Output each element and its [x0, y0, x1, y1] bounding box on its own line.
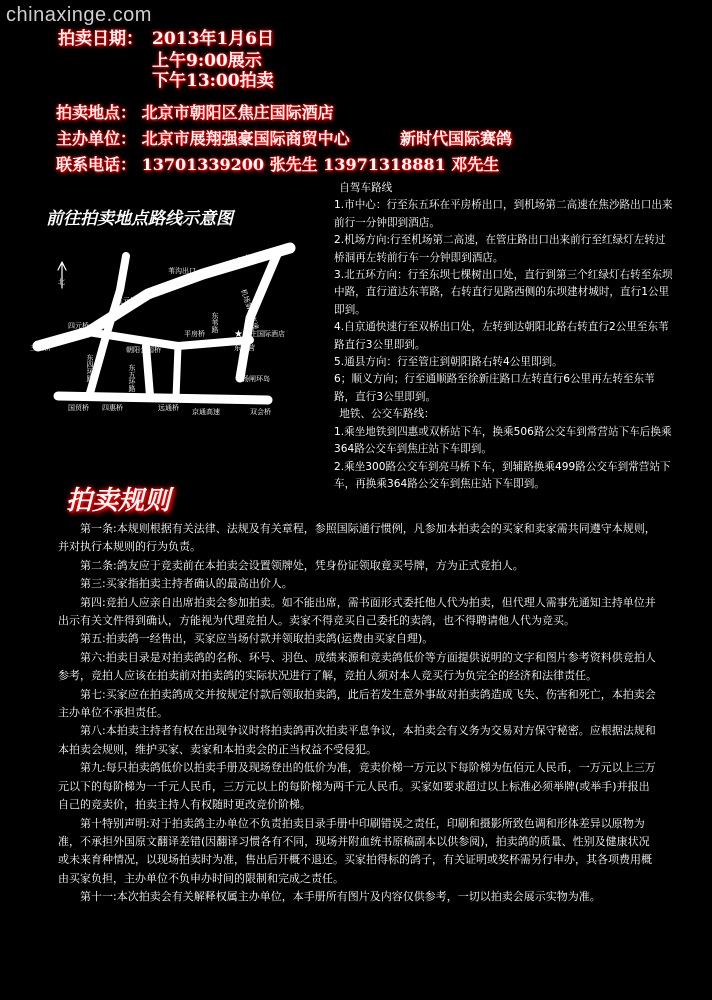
- rule-item: 第十一:本次拍卖会有关解释权属主办单位，本手册所有图片及内容仅供参考，一切以拍卖会展示实物为准。: [80, 890, 601, 904]
- co-organizer: 新时代国际赛鸽: [400, 129, 513, 148]
- rule-item: 第五:拍卖鸽一经售出，买家应当场付款并领取拍卖鸽(运费由买家自理)。: [80, 632, 434, 646]
- map-label-dongsihuan: 东四环路: [86, 354, 94, 382]
- map-label-sanyuanqiao: 三元桥: [30, 344, 51, 352]
- airport-second-expressway-road: [240, 252, 278, 378]
- rule-item: 第二条:鸽友应于竞卖前在本拍卖会设置领牌处，凭身份证领取竟买号牌，方为正式竞拍人。: [80, 558, 524, 572]
- map-label-wuyuanqiao: 五元桥: [116, 297, 137, 305]
- route-item: 3.北五环方向：行至东坝七棵树出口处，直行到第三个红绿灯右转至东坝中路，直行道达东苇路，右转直行见路西侧的东坝建材城时，直行1公里即到。: [334, 269, 673, 316]
- auction-date-label: 拍卖日期：: [58, 29, 143, 49]
- rule-item: 第四:竞拍人应亲自出席拍卖会参加拍卖。如不能出席，需书面形式委托他人代为拍卖，但代理人需事先通知主持单位并出示有关文件得到确认，方能视为代理竞拍人。卖家不得竞买自己委托的卖鸽，也不得聘请他人代为竞买。: [58, 595, 656, 628]
- map-label-shuanghuiqiao: 双会桥: [250, 408, 271, 416]
- organizer-line: 主办单位： 北京市展翔强豪国际商贸中心: [56, 129, 350, 148]
- map-label-weigou: 苇沟出口: [168, 267, 196, 275]
- pingfang-road: [88, 332, 250, 346]
- east-ring-connector-road: [176, 346, 178, 398]
- map-label-pingfangqiao: 平房桥: [184, 330, 205, 338]
- rule-item: 第九:每只拍卖鸽低价以拍卖手册及现场登出的低价为准，竞卖价梯一万元以下每阶梯为伍佰元人民币，一万元以上三万元以下的每阶梯为一千元人民币，三万元以上的每阶梯为两千元人民币。买家如要求超过以上标准必须举牌(或举手)并报出自己的竞卖价，拍卖主持人有权随时更改竞价阶梯。: [58, 761, 656, 812]
- rule-item: 第七:买家应在拍卖鸽成交并按规定付款后领取拍卖鸽，此后若发生意外事故对拍卖鸽造成飞失、伤害和死亡，本拍卖会主办单位不承担责任。: [58, 687, 656, 720]
- rule-item: 第十特别声明:对于拍卖鸽主办单位不负责拍卖目录手册中印刷错误之责任，印刷和摄影所致色调和形体差异以原物为准，不承担外国原文翻译差错(因翻译习惯各有不同，现场并附血统书原稿副本以供参阅)，拍卖鸽的质量、性别及健康状况或未来育种情况，以现场拍卖时为准，售出后开概不退还。买家拍得标的鸽子，有关证明或奖杯需另行申办，其各项费用概由买家负担，主办单位不负申办时间的限制和完成之责任。: [58, 816, 652, 885]
- route-item: 4.自京通快速行至双桥出口处，左转到达朝阳北路右转直行2公里至东苇路直行3公里即到。: [334, 321, 669, 351]
- route-map: [28, 228, 318, 428]
- map-label-jingtong-gaosu: 京通高速: [192, 408, 220, 416]
- rules-title: 拍卖规则: [66, 486, 171, 516]
- route-item: 地铁、公交车路线：: [339, 408, 435, 421]
- map-label-dongwuhuan: 东五环路: [128, 364, 136, 392]
- map-label-dongweilu: 东苇路: [211, 312, 219, 333]
- auction-rules: [58, 520, 658, 907]
- route-item: 1.乘坐地铁到四惠或双桥站下车，换乘506路公交车到常营站下车后换乘364路公交车到焦庄站下车即到。: [334, 425, 672, 456]
- route-item: 2.乘坐300路公交车到亮马桥下车，到辅路换乘499路公交车到常营站下车，再换乘364路公交车到焦庄站下车即到。: [334, 460, 671, 490]
- map-north-label: 北: [58, 278, 65, 286]
- route-item: 6；顺义方向；行至通顺路至徐新庄路口左转直行6公里再左转至东苇路，直行3公里即到。: [334, 373, 655, 403]
- rule-item: 第六:拍卖目录是对拍卖鸽的名称、环号、羽色、成绩来源和竞卖鸽低价等方面提供说明的文字和图片参考资料供竞拍人参考，竞拍人应该在拍卖前对拍卖鸽的实际状况进行了解，竞拍人须对本人竞买行为负完全的经济和法律责任。: [58, 650, 656, 683]
- map-label-dongxiaoying: 东晓营: [234, 344, 255, 352]
- map-title: 前往拍卖地点路线示意图: [46, 209, 233, 229]
- route-item: 1.市中心：行至东五环在平房桥出口，到机场第二高速在焦沙路出口出来前行一分钟即到酒店。: [334, 199, 673, 229]
- phone-line: 联系电话： 13701339200 张先生 13971318881 邓先生: [56, 155, 500, 174]
- rule-item: 第八:本拍卖主持者有权在出现争议时将拍卖鸽再次拍卖平息争议，本拍卖会有义务为交易对方保守秘密。应根据法规和本拍卖会规则，维护买家、卖家和本拍卖会的正当权益不受侵犯。: [58, 724, 656, 756]
- hotel-star-icon: ★: [234, 329, 243, 340]
- route-item: 2.机场方向:行至机场第二高速，在管庄路出口出来前行至红绿灯左转过桥洞再左转前行车一分钟即到酒店。: [334, 234, 666, 264]
- map-label-hotel: 焦庄国际酒店: [243, 330, 285, 338]
- preview-time: 上午9:00展示: [152, 51, 262, 71]
- rule-item: 第三:买家指拍卖主持者确认的最高出价人。: [80, 577, 293, 591]
- route-directions: [334, 180, 674, 493]
- map-label-yangzhaqiao: 杨闸环岛: [242, 375, 270, 383]
- map-label-sihuiqiao: 四惠桥: [102, 404, 123, 412]
- rule-item: 第一条:本规则根据有关法律、法规及有关章程，参照国际通行惯例，凡参加本拍卖会的买家和卖家需共同遵守本规则，并对执行本规则的行为负责。: [58, 522, 656, 554]
- auction-date: 2013年1月6日: [152, 29, 274, 49]
- map-label-chaoyanggongyuan: 朝阳公园桥: [126, 346, 161, 354]
- map-label-yuantongqiao: 远通桥: [158, 404, 179, 412]
- auction-time: 下午13:00拍卖: [152, 71, 274, 91]
- jingtong-expressway-road: [58, 396, 268, 400]
- map-label-siyuanqiao: 四元桥: [68, 322, 89, 330]
- watermark: chinaxinge.com: [6, 4, 152, 26]
- route-item: 5.通县方向：行至管庄到朝阳路右转4公里即到。: [334, 356, 563, 369]
- route-item: 自驾车路线: [339, 182, 393, 194]
- venue-line: 拍卖地点： 北京市朝阳区焦庄国际酒店: [56, 103, 334, 122]
- map-label-jichang-gaosu: 机场高速: [222, 253, 252, 270]
- map-label-jichang-ercheng: 机场第二高速: [239, 288, 260, 331]
- map-label-guomaoqiao: 国贸桥: [68, 404, 89, 412]
